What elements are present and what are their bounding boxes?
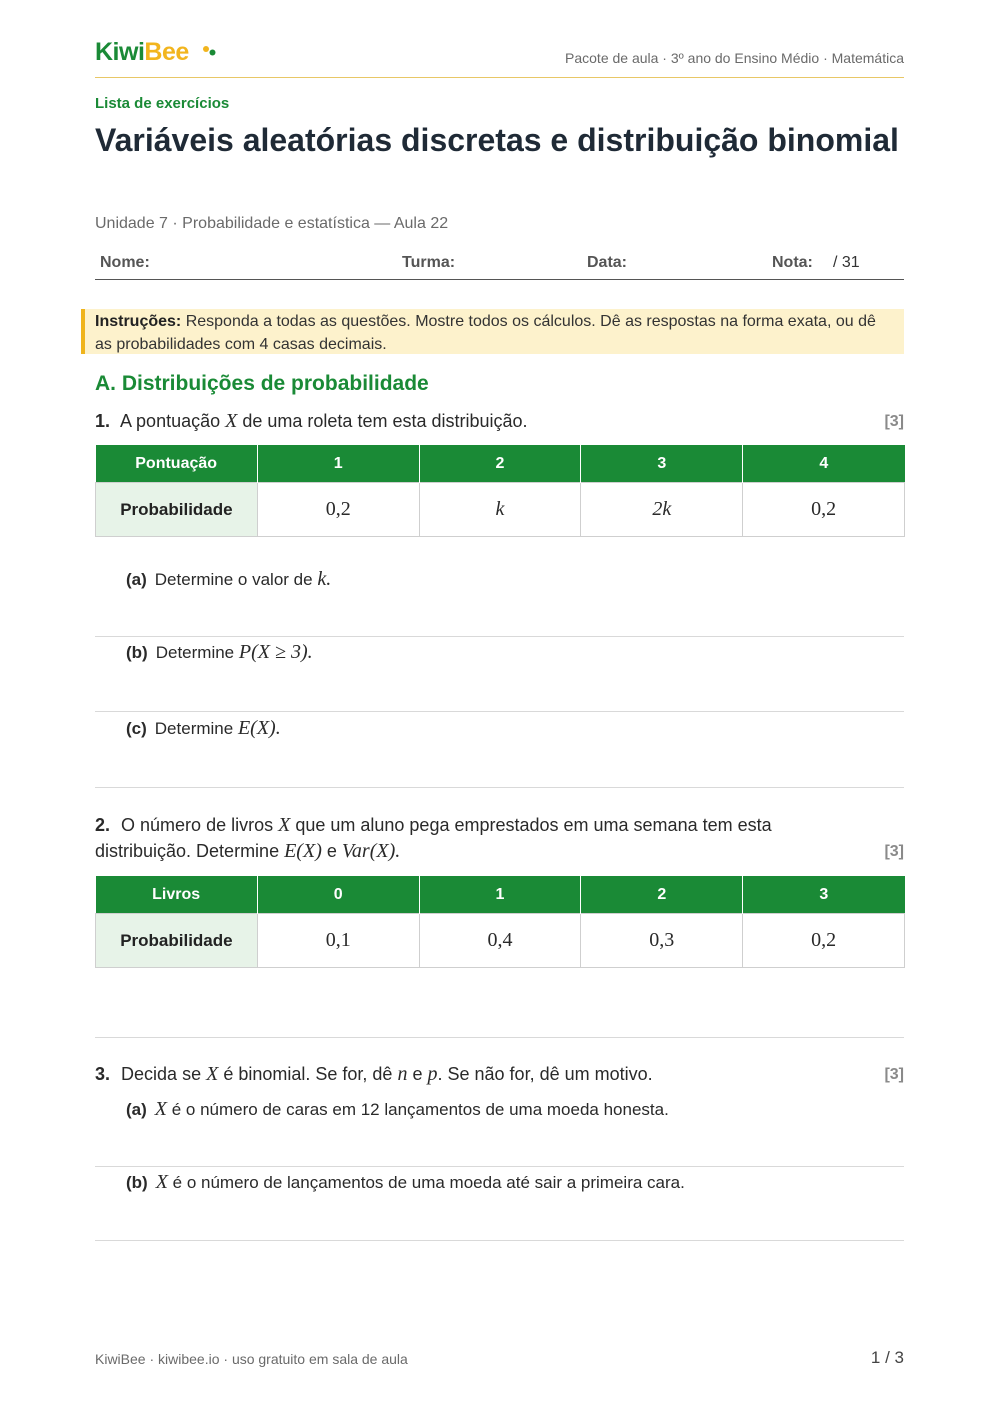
- table-header-cell: 3: [743, 876, 905, 914]
- math-expression: E(X).: [237, 717, 281, 739]
- q1-part-c: [126, 717, 281, 740]
- math-variable: X: [206, 1063, 219, 1085]
- question-number: 2.: [95, 815, 111, 835]
- answer-line[interactable]: [95, 1166, 904, 1167]
- doc-kicker: Lista de exercícios: [95, 95, 230, 112]
- part-label: (a): [126, 570, 147, 589]
- question-marks: [3]: [884, 843, 904, 860]
- question-marks: [3]: [884, 1066, 904, 1083]
- answer-line[interactable]: [95, 787, 904, 788]
- answer-line[interactable]: [95, 1037, 904, 1038]
- question-text: e: [326, 841, 337, 861]
- instructions-text: [95, 310, 895, 356]
- question-2: [95, 812, 855, 864]
- logo-dots-icon: [202, 44, 216, 58]
- instructions-body: Responda a todas as questões. Mostre todos os cálculos. Dê as respostas na forma exata, ou dê as probabilidades com 4 casas decimais.: [95, 313, 876, 353]
- answer-line[interactable]: [95, 711, 904, 712]
- table-row-label: Probabilidade: [96, 914, 258, 968]
- question-text: . Se não for, dê um motivo.: [437, 1064, 653, 1084]
- table-cell: 0,3: [581, 914, 743, 968]
- part-text: é o número de lançamentos de uma moeda até sair a primeira cara.: [172, 1173, 685, 1192]
- math-expression: P(X ≥ 3).: [238, 641, 313, 663]
- page-number: 1 / 3: [870, 1348, 904, 1367]
- footer-text: KiwiBee · kiwibee.io · uso gratuito em sala de aula: [95, 1351, 408, 1367]
- math-variable: p: [427, 1063, 438, 1085]
- part-text: Determine: [155, 643, 235, 662]
- name-label: Nome:: [100, 254, 150, 271]
- question-text: que um aluno pega emprestados em uma semana tem esta: [295, 815, 772, 835]
- student-info-row: [95, 253, 904, 280]
- class-label: Turma:: [402, 254, 456, 271]
- table-cell: 0,4: [419, 914, 581, 968]
- question-text: A pontuação: [120, 411, 221, 431]
- q1-part-a: [126, 568, 331, 591]
- page-title: Variáveis aleatórias discretas e distribuição binomial: [95, 122, 899, 158]
- math-expression: Var(X).: [341, 840, 401, 862]
- question-text: e: [412, 1064, 423, 1084]
- table-cell: 2k: [581, 483, 743, 537]
- q3-part-b: [126, 1171, 685, 1194]
- table-header-cell: 3: [581, 445, 743, 483]
- header-divider: [95, 77, 904, 78]
- distribution-table-1: [95, 445, 905, 537]
- table-cell: k: [419, 483, 581, 537]
- table-cell: 0,1: [257, 914, 419, 968]
- date-label: Data:: [587, 254, 628, 271]
- math-variable: X: [225, 410, 238, 432]
- answer-line[interactable]: [95, 636, 904, 637]
- table-row: [96, 483, 905, 537]
- logo-bee-text: Bee: [144, 38, 189, 66]
- q3-part-a: [126, 1098, 669, 1121]
- doc-subtitle: Unidade 7 · Probabilidade e estatística — Aula 22: [95, 215, 449, 232]
- grade-label: Nota:: [772, 254, 813, 271]
- part-text: é o número de caras em 12 lançamentos de uma moeda honesta.: [171, 1100, 669, 1119]
- question-text: Decida se: [121, 1064, 202, 1084]
- question-text: é binomial. Se for, dê: [223, 1064, 393, 1084]
- question-text: distribuição. Determine: [95, 841, 280, 861]
- part-label: (c): [126, 719, 147, 738]
- table-cell: 0,2: [257, 483, 419, 537]
- table-header-cell: 4: [743, 445, 905, 483]
- question-3: [95, 1061, 653, 1087]
- math-expression: k.: [317, 568, 332, 590]
- logo-kiwi-text: Kiwi: [95, 38, 145, 66]
- question-number: 1.: [95, 411, 111, 431]
- table-header-cell: Livros: [96, 876, 258, 914]
- table-row-label: Probabilidade: [96, 483, 258, 537]
- course-info: Pacote de aula · 3º ano do Ensino Médio · Matemática: [565, 50, 904, 66]
- section-heading: A. Distribuições de probabilidade: [95, 372, 429, 395]
- table-header-row: [96, 445, 905, 483]
- question-marks: [3]: [884, 413, 904, 430]
- answer-line[interactable]: [95, 1240, 904, 1241]
- instructions-label: Instruções:: [95, 313, 182, 330]
- table-cell: 0,2: [743, 914, 905, 968]
- table-header-cell: 1: [419, 876, 581, 914]
- table-header-cell: 2: [581, 876, 743, 914]
- question-text: O número de livros: [121, 815, 274, 835]
- distribution-table-2: [95, 876, 905, 968]
- table-header-cell: Pontuação: [96, 445, 258, 483]
- table-row: [96, 914, 905, 968]
- question-text: de uma roleta tem esta distribuição.: [242, 411, 528, 431]
- table-header-cell: 2: [419, 445, 581, 483]
- math-expression: E(X): [284, 840, 322, 862]
- part-label: (b): [126, 1173, 148, 1192]
- part-text: Determine o valor de: [154, 570, 313, 589]
- part-label: (a): [126, 1100, 147, 1119]
- math-variable: X: [154, 1098, 167, 1120]
- kiwibee-logo: [95, 38, 189, 67]
- table-header-cell: 0: [257, 876, 419, 914]
- math-variable: X: [155, 1171, 168, 1193]
- question-1: [95, 408, 528, 434]
- table-header-row: [96, 876, 905, 914]
- math-variable: n: [397, 1063, 408, 1085]
- math-variable: X: [278, 814, 291, 836]
- grade-total: / 31: [833, 254, 860, 271]
- question-number: 3.: [95, 1064, 111, 1084]
- q1-part-b: [126, 641, 313, 664]
- table-header-cell: 1: [257, 445, 419, 483]
- part-label: (b): [126, 643, 148, 662]
- part-text: Determine: [154, 719, 234, 738]
- table-cell: 0,2: [743, 483, 905, 537]
